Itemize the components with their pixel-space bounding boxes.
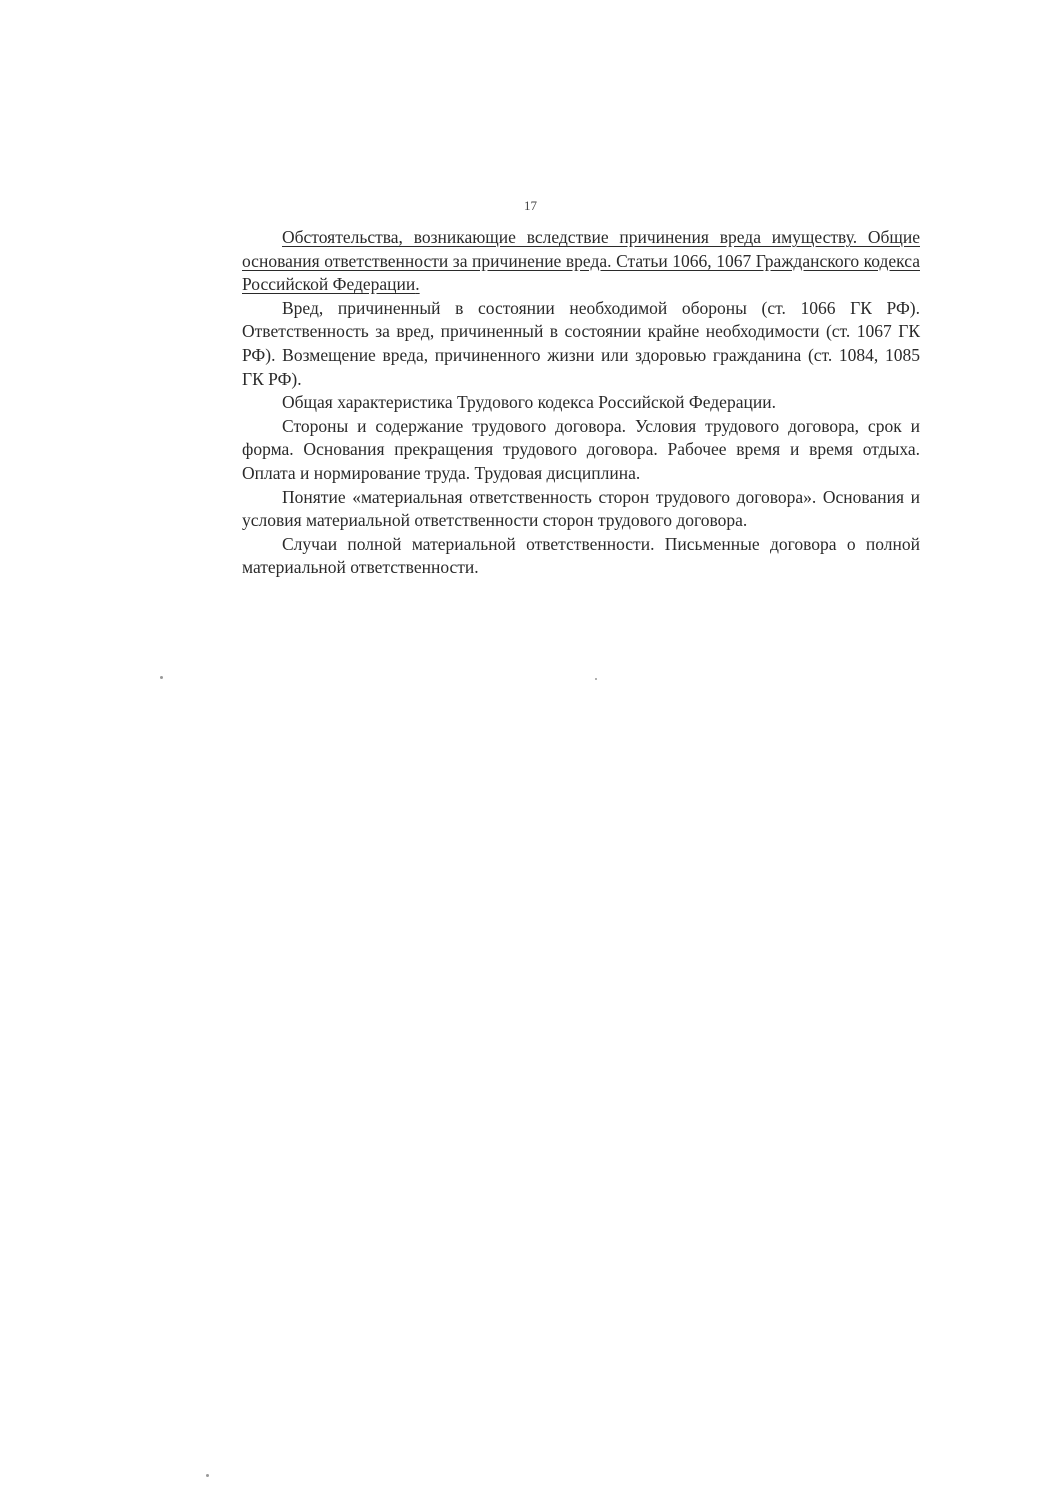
paragraph-harm-defense: Вред, причиненный в состоянии необходимой обороны (ст. 1066 ГК РФ). Ответственность за вред, причиненный в состоянии крайне необходимости (ст. 1067 ГК РФ). Возмещение вреда, причиненного жизни или здоровью гражданина (ст. 1084, 1085 ГК РФ). [242, 297, 920, 389]
scan-speck [160, 676, 163, 679]
section-heading-tail: . [415, 274, 420, 295]
paragraph-material-liability: Понятие «материальная ответственность сторон трудового договора». Основания и условия материальной ответственности сторон трудового договора. [242, 486, 920, 531]
scan-speck [595, 678, 597, 680]
scan-speck [206, 1474, 209, 1477]
paragraph-labor-code: Общая характеристика Трудового кодекса Российской Федерации. [282, 392, 776, 413]
paragraph-full-liability: Случаи полной материальной ответственности. Письменные договора о полной материальной ответственности. [242, 533, 920, 578]
page-number: 17 [524, 198, 537, 213]
document-body [242, 226, 920, 580]
section-heading [242, 226, 920, 297]
section-heading-text: Обстоятельства, возникающие вследствие причинения вреда имуществу. Общие основания ответственности за причинение вреда. Статьи 1066, 1067 Гражданского кодекса Российской Федерации [242, 227, 920, 295]
paragraph-employment-contract: Стороны и содержание трудового договора. Условия трудового договора, срок и форма. Основания прекращения трудового договора. Рабочее время и время отдыха. Оплата и нормирование труда. Трудовая дисциплина. [242, 415, 920, 483]
